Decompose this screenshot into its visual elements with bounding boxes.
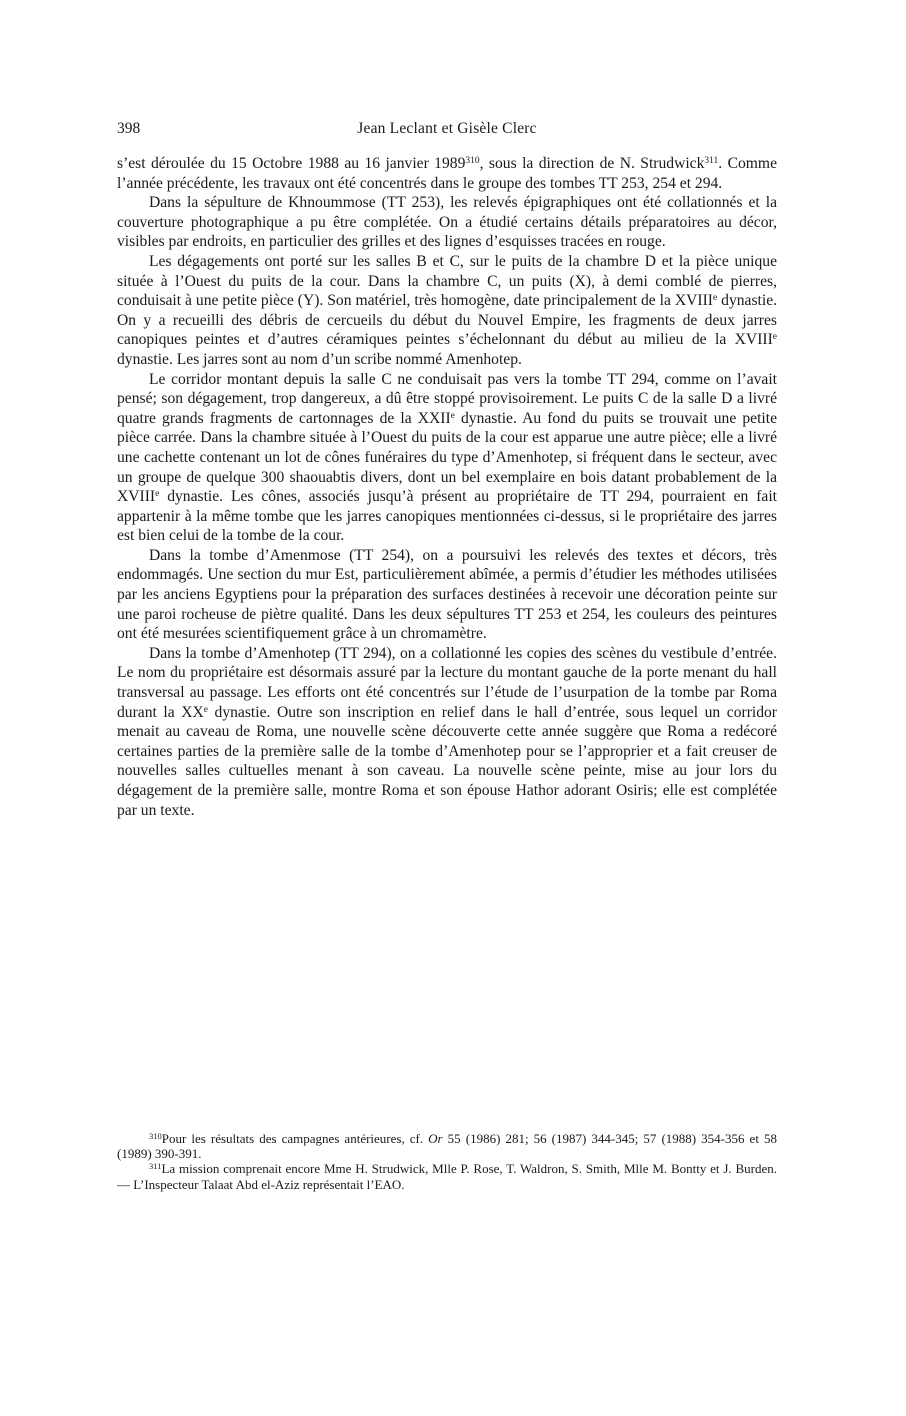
journal-abbreviation: Or: [428, 1131, 443, 1146]
footnotes: [117, 1131, 777, 1192]
paragraph-3: [117, 252, 777, 370]
paragraph-1: [117, 154, 777, 193]
paragraph-2: Dans la sépulture de Khnoummose (TT 253), les relevés épigraphiques ont été collationnés et la couverture photographique a pu être complétée. On a étudié certains détails préparatoires au décor, visibles par endroits, en particulier des grilles et des lignes d’esquisses tracées en rouge.: [117, 194, 777, 251]
paragraph-3-part-b: dynastie. On y a recueilli des débris de cercueils du début du Nouvel Empire, les fragments de deux jarres canopiques peintes et d’autres céramiques peintes s’échelonnant du début au milieu de la XVIII: [117, 292, 778, 349]
paragraph-4-part-c: dynastie. Les cônes, associés jusqu’à présent au propriétaire de TT 294, pourraient en fait appartenir à la même tombe que les jarres canopiques mentionnées ci-dessus, si le propriétaire des jarres est bien celui de la tombe de la cour.: [117, 488, 777, 545]
footnote-310-part-b: 55 (1986) 281; 56 (1987) 344-345; 57 (1988) 354-356 et 58 (1989) 390-391.: [117, 1131, 777, 1162]
footnote-310-part-a: Pour les résultats des campagnes antérieures, cf.: [161, 1131, 429, 1146]
page-header: [117, 114, 777, 140]
paragraph-5: Dans la tombe d’Amenmose (TT 254), on a poursuivi les relevés des textes et décors, très endommagés. Une section du mur Est, particulièrement abîmée, a permis d’étudier les méthodes utilisées par les anciens Egyptiens pour la préparation des surfaces destinées à recevoir une décoration peinte sur une paroi rocheuse de piètre qualité. Dans les deux sépultures TT 253 et 254, les couleurs des peintures ont été mesurées scientifiquement grâce à un chromamètre.: [117, 546, 777, 643]
ordinal-superscript: e: [450, 410, 455, 421]
page: [117, 114, 777, 820]
body-text: [117, 154, 777, 820]
paragraph-6-part-a: Dans la tombe d’Amenhotep (TT 294), on a collationné les copies des scènes du vestibule d’entrée. Le nom du propriétaire est désormais assuré par la lecture du montant gauche de la porte menant du hall transversal au passage. Les efforts ont été concentrés sur l’étude de l’usurpation de la tombe par Roma durant la XX: [117, 644, 777, 721]
footnote-ref-310[interactable]: 310: [465, 156, 480, 166]
footnote-ref-311[interactable]: 311: [704, 156, 719, 166]
paragraph-3-part-a: Les dégagements ont porté sur les salles B et C, sur le puits de la chambre D et la pièce unique située à l’Ouest du puits de la cour. Dans la chambre C, un puits (X), à demi comblé de pierres, conduisait à une petite pièce (Y). Son matériel, très homogène, date principalement de la XVIII: [117, 252, 777, 310]
ordinal-superscript: e: [203, 704, 208, 715]
running-title: Jean Leclant et Gisèle Clerc: [357, 120, 537, 137]
ordinal-superscript: e: [712, 293, 718, 304]
paragraph-4: [117, 370, 777, 546]
paragraph-6: [117, 644, 777, 820]
paragraph-3-part-c: dynastie. Les jarres sont au nom d’un scribe nommé Amenhotep.: [117, 350, 522, 368]
paragraph-1-part-c: . Comme l’année précédente, les travaux ont été concentrés dans le groupe des tombes TT 253, 254 et 294.: [117, 155, 777, 192]
paragraph-4-part-a: Le corridor montant depuis la salle C ne conduisait pas vers la tombe TT 294, comme on l’avait pensé; son dégagement, trop dangereux, a dû être stoppé provisoirement. Le puits C de la salle D a livré quatre grands fragments de cartonnages de la XXII: [117, 370, 777, 427]
paragraph-6-part-b: dynastie. Outre son inscription en relief dans le hall d’entrée, sous lequel un corridor menait au caveau de Roma, une nouvelle scène découverte cette année suggère que Roma a redécoré certaines parties de la première salle de la tombe d’Amenhotep pour se l’approprier et a fait creuser de nouvelles salles cultuelles menant à son caveau. La nouvelle scène peinte, mise au jour lors du dégagement de la première salle, montre Roma et son épouse Hathor adorant Osiris; elle est complétée par un texte.: [117, 703, 778, 819]
page-number: 398: [117, 120, 141, 137]
footnote-311-text: La mission comprenait encore Mme H. Strudwick, Mlle P. Rose, T. Waldron, S. Smith, Mlle M. Bontty et J. Burden. — L’Inspecteur Talaat Abd el-Aziz représentait l’EAO.: [117, 1161, 777, 1192]
ordinal-superscript: e: [155, 489, 160, 500]
footnote-number: 310: [149, 1131, 162, 1141]
ordinal-superscript: e: [772, 332, 777, 343]
footnote-311: [117, 1161, 777, 1191]
footnote-310: [117, 1131, 777, 1161]
paragraph-4-part-b: dynastie. Au fond du puits se trouvait une petite pièce carrée. Dans la chambre située à l’Ouest du puits de la cour est apparue une autre pièce; elle a livré une cachette contenant un lot de cônes funéraires du type d’Amenhotep, si fréquent dans le secteur, avec un groupe de quelque 300 shaouabtis divers, dont un bel exemplaire en bois datant probablement de la XVIII: [117, 409, 777, 506]
paragraph-1-part-b: , sous la direction de N. Strudwick: [479, 155, 705, 172]
paragraph-1-part-a: s’est déroulée du 15 Octobre 1988 au 16 janvier 1989: [117, 155, 466, 172]
footnote-number: 311: [149, 1161, 162, 1172]
